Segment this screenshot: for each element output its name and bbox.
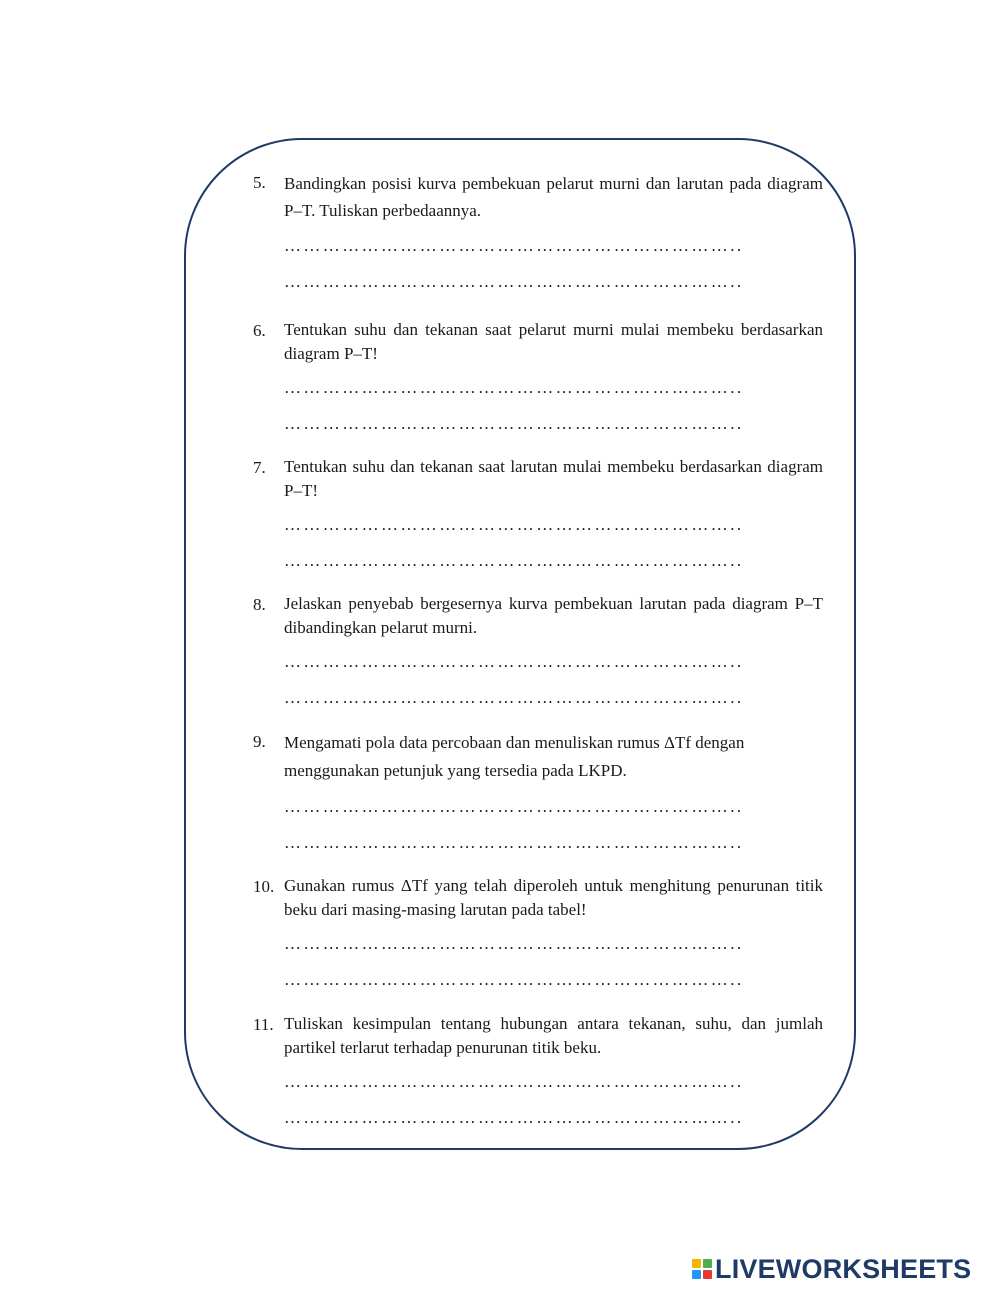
question-text: Gunakan rumus ΔTf yang telah diperoleh untuk menghitung penurunan titik beku dari masing-masing larutan pada tabel! [284,876,823,919]
question-text: Tuliskan kesimpulan tentang hubungan antara tekanan, suhu, dan jumlah partikel terlarut terhadap penurunan titik beku. [284,1014,823,1057]
logo-tile-yellow [692,1259,701,1268]
liveworksheets-logo-icon [692,1259,712,1279]
answer-field-8b[interactable] [284,686,824,710]
question-5 [253,170,823,294]
question-text: Tentukan suhu dan tekanan saat larutan mulai membeku berdasarkan diagram P–T! [284,457,823,500]
logo-tile-blue [692,1270,701,1279]
question-8 [253,592,823,710]
question-9 [253,729,823,855]
question-number: 10. [253,877,275,896]
question-10 [253,874,823,992]
answer-field-10b[interactable] [284,968,824,992]
question-11 [253,1012,823,1130]
question-number: 7. [253,458,266,477]
question-6 [253,318,823,436]
liveworksheets-brand [692,1255,971,1283]
answer-field-6a[interactable] [284,376,824,400]
answer-field-8a[interactable] [284,650,824,674]
answer-field-9a[interactable] [284,795,824,819]
question-number: 9. [253,732,266,751]
question-text: Tentukan suhu dan tekanan saat pelarut murni mulai membeku berdasarkan diagram P–T! [284,320,823,363]
answer-field-11b[interactable] [284,1106,824,1130]
logo-tile-red [703,1270,712,1279]
brand-name: LIVEWORKSHEETS [715,1253,972,1284]
answer-field-5a[interactable] [284,234,824,258]
logo-tile-green [703,1259,712,1268]
answer-field-7b[interactable] [284,549,824,573]
answer-field-6b[interactable] [284,412,824,436]
answer-field-11a[interactable] [284,1070,824,1094]
answer-field-5b[interactable] [284,270,824,294]
answer-field-9b[interactable] [284,831,824,855]
question-number: 6. [253,321,266,340]
question-number: 8. [253,595,266,614]
question-number: 11. [253,1015,274,1034]
answer-field-10a[interactable] [284,932,824,956]
question-text: Mengamati pola data percobaan dan menuliskan rumus ΔTf dengan menggunakan petunjuk yang tersedia pada LKPD. [284,733,745,780]
answer-field-7a[interactable] [284,513,824,537]
question-text: Jelaskan penyebab bergesernya kurva pembekuan larutan pada diagram P–T dibandingkan pelarut murni. [284,594,823,637]
question-text: Bandingkan posisi kurva pembekuan pelarut murni dan larutan pada diagram P–T. Tuliskan perbedaannya. [284,174,823,220]
question-7 [253,455,823,573]
question-number: 5. [253,173,266,192]
